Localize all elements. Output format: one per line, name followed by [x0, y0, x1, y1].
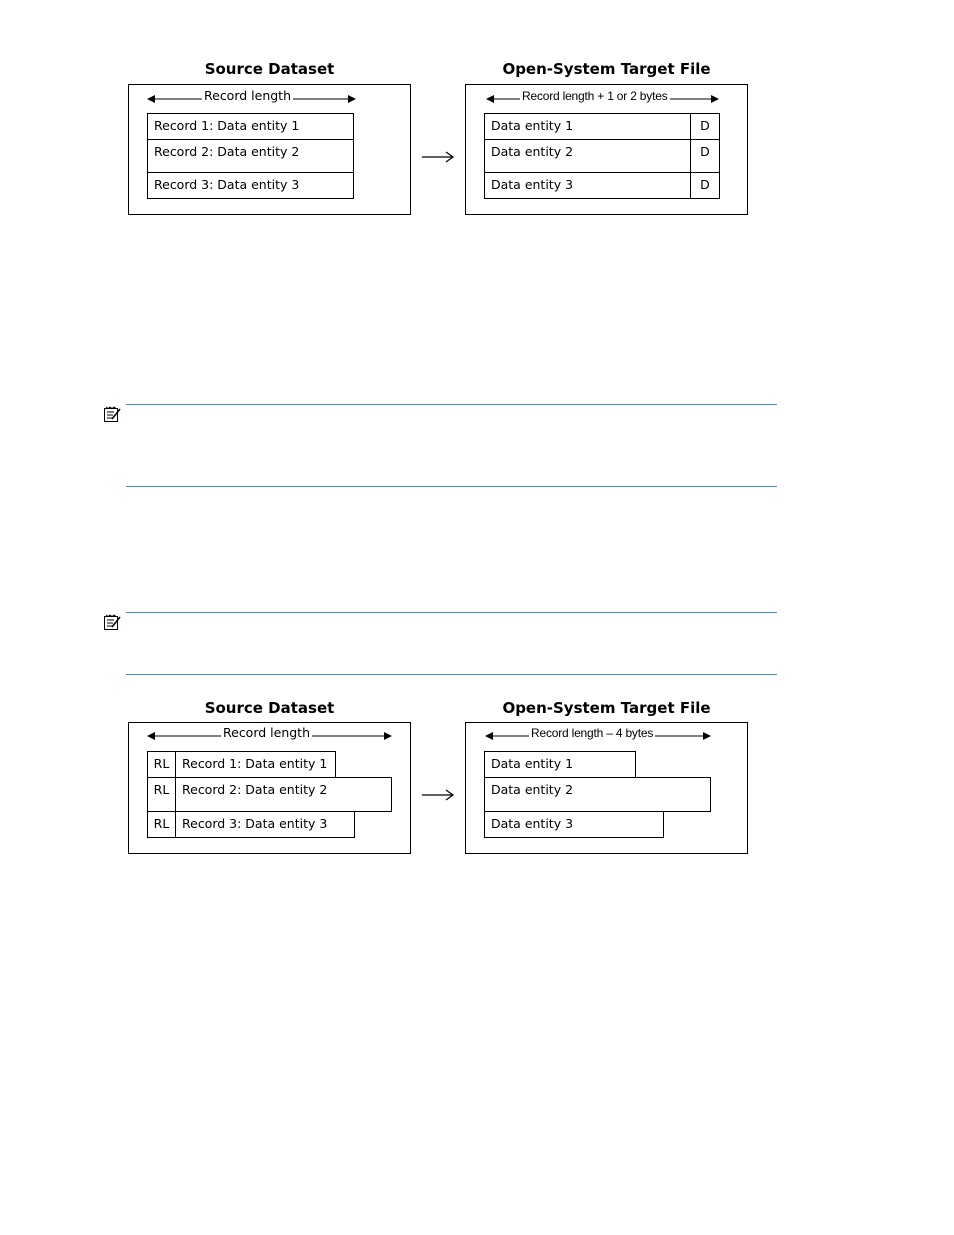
note-icon [103, 614, 123, 632]
source-record-1: Record 1: Data entity 1 [175, 751, 336, 778]
note-top-rule [126, 612, 777, 613]
target-entity-2: Data entity 2 [484, 139, 691, 173]
target-file-box [465, 722, 748, 854]
target-file-title: Open-System Target File [502, 699, 711, 717]
record-length-label: Record length [223, 725, 311, 740]
arrow-right-icon [421, 788, 455, 802]
source-dataset-box [128, 722, 411, 854]
source-dataset-title: Source Dataset [204, 699, 335, 717]
target-entity-2: Data entity 2 [484, 777, 711, 812]
note-bottom-rule [126, 486, 777, 487]
note-top-rule [126, 404, 777, 405]
target-entity-1: Data entity 1 [484, 751, 636, 778]
record-length-label: Record length – 4 bytes [531, 726, 654, 740]
rl-prefix-3: RL [147, 811, 176, 838]
source-record-1: Record 1: Data entity 1 [147, 113, 354, 140]
source-record-2: Record 2: Data entity 2 [175, 777, 392, 812]
target-entity-3: Data entity 3 [484, 172, 691, 199]
source-dataset-box [128, 84, 411, 215]
target-file-title: Open-System Target File [502, 60, 711, 78]
note-icon [103, 406, 123, 424]
target-entity-3: Data entity 3 [484, 811, 664, 838]
source-record-3: Record 3: Data entity 3 [175, 811, 355, 838]
record-length-label: Record length + 1 or 2 bytes [522, 89, 668, 103]
target-delimiter-3: D [690, 172, 720, 199]
target-delimiter-2: D [690, 139, 720, 173]
source-record-3: Record 3: Data entity 3 [147, 172, 354, 199]
rl-prefix-1: RL [147, 751, 176, 778]
arrow-right-icon [421, 150, 455, 164]
target-delimiter-1: D [690, 113, 720, 140]
target-file-box [465, 84, 748, 215]
source-record-2: Record 2: Data entity 2 [147, 139, 354, 173]
source-dataset-title: Source Dataset [204, 60, 335, 78]
rl-prefix-2: RL [147, 777, 176, 812]
record-length-label: Record length [204, 88, 292, 103]
note-bottom-rule [126, 674, 777, 675]
target-entity-1: Data entity 1 [484, 113, 691, 140]
